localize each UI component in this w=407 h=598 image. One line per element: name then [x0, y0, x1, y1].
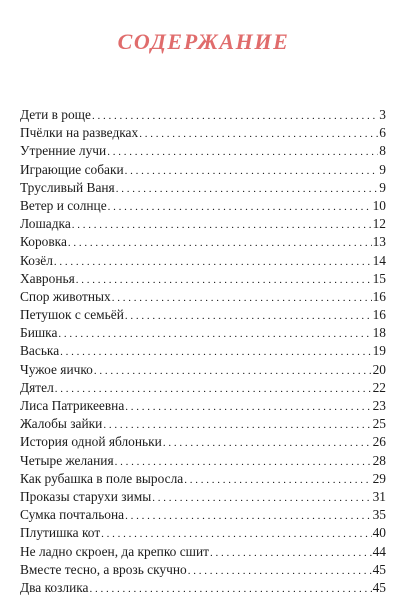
- toc-entry-title: Лиса Патрикеевна: [20, 398, 125, 413]
- dot-leader: [115, 453, 372, 471]
- toc-entry: [20, 397, 386, 415]
- dot-leader: [94, 362, 372, 380]
- toc-entry-page-number: 29: [372, 470, 386, 486]
- toc-entry: [20, 361, 386, 379]
- toc-entry-title: Как рубашка в поле выросла: [20, 470, 184, 486]
- toc-entry-page-number: 15: [372, 270, 386, 286]
- toc-entry-page-number: 16: [372, 288, 386, 304]
- toc-entry-page-number: 6: [379, 125, 386, 141]
- toc-entry-page-number: 14: [372, 252, 386, 268]
- table-of-contents: [20, 106, 386, 597]
- dot-leader: [60, 343, 371, 361]
- dot-leader: [72, 216, 372, 234]
- dot-leader: [125, 507, 372, 525]
- toc-entry: [20, 543, 386, 561]
- toc-entry-page-number: 23: [372, 398, 386, 413]
- toc-entry-page-number: 18: [372, 325, 386, 341]
- dot-leader: [125, 307, 372, 325]
- toc-entry: [20, 288, 386, 306]
- toc-entry: [20, 233, 386, 251]
- toc-entry-title: Сумка почтальона: [20, 507, 125, 523]
- dot-leader: [54, 253, 372, 271]
- toc-entry-page-number: 45: [372, 561, 386, 577]
- toc-entry-title: Трусливый Ваня: [20, 179, 115, 195]
- dot-leader: [108, 198, 372, 216]
- dot-leader: [210, 544, 372, 562]
- toc-entry-title: Не ладно скроен, да крепко сшит: [20, 543, 209, 559]
- toc-entry-title: Четыре желания: [20, 452, 114, 468]
- toc-entry-title: Вместе тесно, а врозь скучно: [20, 561, 187, 577]
- dot-leader: [188, 562, 372, 580]
- toc-entry-title: Плутишка кот: [20, 525, 101, 541]
- toc-entry-title: Играющие собаки: [20, 161, 124, 177]
- toc-entry: [20, 488, 386, 506]
- toc-entry: [20, 161, 386, 179]
- toc-entry: [20, 379, 386, 397]
- toc-entry: [20, 179, 386, 197]
- toc-entry-page-number: 19: [372, 343, 386, 359]
- toc-entry: [20, 524, 386, 542]
- dot-leader: [89, 580, 371, 598]
- dot-leader: [112, 289, 372, 307]
- toc-entry-page-number: 28: [372, 452, 386, 468]
- dot-leader: [152, 489, 371, 507]
- toc-entry-page-number: 31: [372, 488, 386, 504]
- toc-entry: [20, 561, 386, 579]
- toc-entry-page-number: 20: [372, 361, 386, 377]
- dot-leader: [68, 234, 372, 252]
- toc-entry-page-number: 22: [372, 379, 386, 395]
- toc-entry-page-number: 40: [372, 525, 386, 541]
- toc-entry-title: Дети в роще: [20, 107, 91, 122]
- dot-leader: [139, 125, 378, 143]
- dot-leader: [184, 471, 371, 489]
- toc-entry-title: Утренние лучи: [20, 143, 107, 159]
- toc-entry-page-number: 25: [372, 416, 386, 432]
- page-title: СОДЕРЖАНИЕ: [117, 29, 290, 54]
- toc-entry-title: Петушок с семьёй: [20, 307, 124, 323]
- toc-entry: [20, 306, 386, 324]
- toc-entry-title: Бишка: [20, 325, 58, 341]
- toc-entry-title: Хавронья: [20, 270, 75, 286]
- toc-entry-title: Ветер и солнце: [20, 197, 107, 213]
- toc-entry-title: Чужое яичко: [20, 361, 93, 377]
- toc-entry-title: Пчёлки на разведках: [20, 125, 139, 141]
- toc-entry-page-number: 16: [372, 307, 386, 323]
- toc-entry-page-number: 10: [372, 197, 386, 213]
- toc-entry-page-number: 35: [372, 507, 386, 523]
- toc-entry-page-number: 9: [379, 161, 386, 177]
- toc-entry-title: Дятел: [20, 379, 54, 395]
- dot-leader: [125, 162, 379, 180]
- toc-entry: [20, 470, 386, 488]
- toc-entry: [20, 124, 386, 142]
- toc-entry: [20, 506, 386, 524]
- toc-entry-page-number: 45: [372, 579, 386, 595]
- dot-leader: [107, 143, 378, 161]
- toc-entry: [20, 252, 386, 270]
- toc-entry: [20, 142, 386, 160]
- dot-leader: [101, 525, 371, 543]
- toc-entry: [20, 270, 386, 288]
- toc-entry-title: Проказы старухи зимы: [20, 488, 152, 504]
- toc-entry: [20, 452, 386, 470]
- toc-entry-page-number: 12: [372, 216, 386, 232]
- toc-entry-title: Коровка: [20, 234, 67, 250]
- toc-entry-page-number: 26: [372, 434, 386, 450]
- dot-leader: [92, 107, 378, 125]
- toc-entry-page-number: 13: [372, 234, 386, 250]
- dot-leader: [125, 398, 371, 416]
- toc-entry-page-number: 9: [379, 179, 386, 195]
- dot-leader: [76, 271, 372, 289]
- toc-entry-title: Лошадка: [20, 216, 71, 232]
- dot-leader: [58, 325, 371, 343]
- toc-entry: [20, 342, 386, 360]
- dot-leader: [55, 380, 372, 398]
- toc-entry-title: Козёл: [20, 252, 53, 268]
- toc-entry-page-number: 44: [372, 543, 386, 559]
- toc-entry: [20, 215, 386, 233]
- toc-entry: [20, 415, 386, 433]
- toc-entry-title: Васька: [20, 343, 60, 359]
- toc-entry: [20, 106, 386, 124]
- toc-entry-page-number: 3: [379, 107, 386, 122]
- toc-entry: [20, 197, 386, 215]
- toc-entry-page-number: 8: [379, 143, 386, 159]
- toc-entry-title: Спор животных: [20, 288, 111, 304]
- dot-leader: [163, 434, 372, 452]
- toc-entry-title: Два козлика: [20, 579, 89, 595]
- dot-leader: [103, 416, 371, 434]
- toc-entry: [20, 579, 386, 597]
- toc-entry: [20, 324, 386, 342]
- toc-entry-title: Жалобы зайки: [20, 416, 103, 432]
- dot-leader: [116, 180, 379, 198]
- toc-entry-title: История одной яблоньки: [20, 434, 162, 450]
- toc-entry: [20, 433, 386, 451]
